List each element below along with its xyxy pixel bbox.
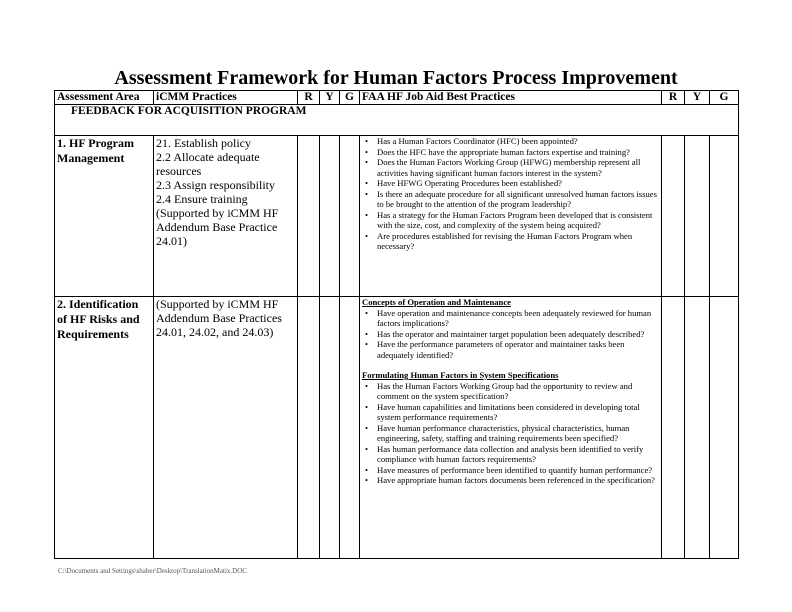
list-item: • Have HFWG Operating Procedures been established? bbox=[362, 178, 659, 189]
list-item: • Have human performance characteristics, physical characteristics, human engineering, safety, staffing and training requirements been specified? bbox=[362, 423, 659, 444]
list-item: • Does the Human Factors Working Group (HFWG) membership represent all activities having significant human factors interest in the system? bbox=[362, 157, 659, 178]
rating-y[interactable] bbox=[320, 297, 340, 559]
bullet-list bbox=[362, 308, 659, 361]
header-r2: R bbox=[662, 91, 685, 105]
practice-item: (Supported by iCMM HF Addendum Base Practices 24.01, 24.02, and 24.03) bbox=[156, 297, 282, 339]
header-g: G bbox=[340, 91, 360, 105]
subsection-heading: Concepts of Operation and Maintenance bbox=[362, 297, 511, 307]
rating-g2[interactable] bbox=[710, 297, 739, 559]
list-item: • Has the operator and maintainer target population been adequately described? bbox=[362, 329, 659, 340]
header-practices: iCMM Practices bbox=[154, 91, 298, 105]
rating-r[interactable] bbox=[298, 136, 320, 297]
best-practices-cell bbox=[360, 297, 662, 559]
list-item: • Have measures of performance been identified to quantify human performance? bbox=[362, 465, 659, 476]
header-area: Assessment Area bbox=[55, 91, 154, 105]
header-g2: G bbox=[710, 91, 739, 105]
table-row bbox=[55, 297, 739, 559]
rating-r2[interactable] bbox=[662, 297, 685, 559]
rating-g[interactable] bbox=[340, 297, 360, 559]
list-item: • Does the HFC have the appropriate human factors expertise and training? bbox=[362, 147, 659, 158]
bullet-list bbox=[362, 381, 659, 486]
section-row bbox=[55, 105, 739, 136]
header-r: R bbox=[298, 91, 320, 105]
practice-item: 2.3 Assign responsibility bbox=[156, 178, 276, 192]
practice-item: (Supported by iCMM HF Addendum Base Practice 24.01) bbox=[156, 206, 279, 248]
rating-g2[interactable] bbox=[710, 136, 739, 297]
header-y2: Y bbox=[685, 91, 710, 105]
table-row bbox=[55, 136, 739, 297]
rating-y2[interactable] bbox=[685, 297, 710, 559]
page-title: Assessment Framework for Human Factors Process Improvement bbox=[114, 67, 678, 89]
practice-item: 2.4 Ensure training bbox=[156, 192, 248, 206]
list-item: • Have human capabilities and limitations been considered in developing total system performance requirements? bbox=[362, 402, 659, 423]
rating-g[interactable] bbox=[340, 136, 360, 297]
list-item: • Has a Human Factors Coordinator (HFC) been appointed? bbox=[362, 136, 659, 147]
list-item: • Has a strategy for the Human Factors Program been developed that is consistent with the size, cost, and complexity of the system being acquired? bbox=[362, 210, 659, 231]
practices-cell bbox=[154, 297, 298, 559]
section-heading: FEEDBACK FOR ACQUISITION PROGRAM bbox=[71, 105, 307, 117]
practice-item: 2.2 Allocate adequate resources bbox=[156, 150, 260, 178]
rating-r[interactable] bbox=[298, 297, 320, 559]
rating-y2[interactable] bbox=[685, 136, 710, 297]
practices-cell bbox=[154, 136, 298, 297]
bullet-list bbox=[362, 136, 659, 252]
list-item: • Have appropriate human factors documents been referenced in the specification? bbox=[362, 475, 659, 486]
area-cell: 1. HF Program Management bbox=[55, 136, 154, 297]
subsection-heading: Formulating Human Factors in System Specifications bbox=[362, 370, 559, 380]
area-cell: 2. Identification of HF Risks and Requirements bbox=[55, 297, 154, 559]
list-item: • Have the performance parameters of operator and maintainer tasks been adequately identified? bbox=[362, 339, 659, 360]
list-item: • Has human performance data collection and analysis been identified to verify compliance with human factors requirements? bbox=[362, 444, 659, 465]
best-practices-cell bbox=[360, 136, 662, 297]
assessment-table bbox=[54, 90, 739, 559]
rating-y[interactable] bbox=[320, 136, 340, 297]
file-path-footer: C:\Documents and Settings\shaber\Desktop\TranslationMatix.DOC bbox=[58, 567, 247, 575]
practice-item: 21. Establish policy bbox=[156, 136, 251, 150]
header-y: Y bbox=[320, 91, 340, 105]
list-item: • Have operation and maintenance concepts been adequately reviewed for human factors implications? bbox=[362, 308, 659, 329]
list-item: • Are procedures established for revising the Human Factors Program when necessary? bbox=[362, 231, 659, 252]
header-row bbox=[55, 91, 739, 105]
list-item: • Is there an adequate procedure for all significant unresolved human factors issues to be brought to the attention of the program leadership? bbox=[362, 189, 659, 210]
rating-r2[interactable] bbox=[662, 136, 685, 297]
header-best-practices: FAA HF Job Aid Best Practices bbox=[360, 91, 662, 105]
list-item: • Has the Human Factors Working Group had the opportunity to review and comment on the system specification? bbox=[362, 381, 659, 402]
